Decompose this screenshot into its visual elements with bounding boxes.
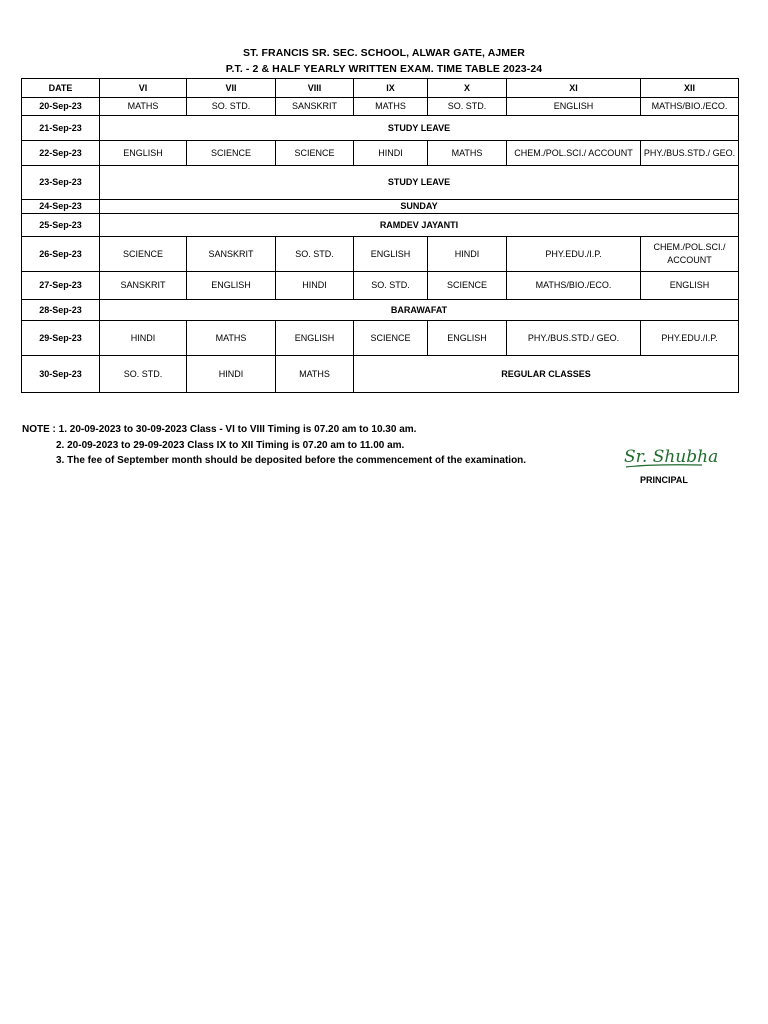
holiday-cell: STUDY LEAVE — [100, 166, 739, 200]
col-header: DATE — [22, 79, 100, 98]
col-header: IX — [354, 79, 428, 98]
note-line: NOTE : 1. 20-09-2023 to 30-09-2023 Class - VI to VIII Timing is 07.20 am to 10.30 am. — [22, 424, 417, 435]
subject-cell: MATHS — [354, 98, 428, 116]
col-header: VIII — [276, 79, 354, 98]
subject-cell: SANSKRIT — [100, 272, 187, 300]
subject-cell: MATHS/BIO./ECO. — [641, 98, 739, 116]
date-cell: 29-Sep-23 — [22, 321, 100, 356]
table-row — [22, 98, 739, 116]
date-cell: 27-Sep-23 — [22, 272, 100, 300]
subject-cell: CHEM./POL.SCI./ ACCOUNT — [507, 141, 641, 166]
subject-cell: ENGLISH — [354, 237, 428, 272]
subject-cell: MATHS — [428, 141, 507, 166]
subject-cell: MATHS — [187, 321, 276, 356]
table-row — [22, 214, 739, 237]
timetable — [21, 78, 739, 393]
note-line: 2. 20-09-2023 to 29-09-2023 Class IX to XII Timing is 07.20 am to 11.00 am. — [56, 439, 405, 451]
col-header: VI — [100, 79, 187, 98]
subject-cell: MATHS — [100, 98, 187, 116]
subject-cell: PHY./BUS.STD./ GEO. — [507, 321, 641, 356]
date-cell: 23-Sep-23 — [22, 166, 100, 200]
subject-cell: ENGLISH — [641, 272, 739, 300]
subject-cell: MATHS — [276, 356, 354, 393]
subject-cell: SANSKRIT — [276, 98, 354, 116]
school-name: ST. FRANCIS SR. SEC. SCHOOL, ALWAR GATE, AJMER — [243, 47, 525, 59]
subject-cell: MATHS/BIO./ECO. — [507, 272, 641, 300]
subject-cell: HINDI — [276, 272, 354, 300]
date-cell: 20-Sep-23 — [22, 98, 100, 116]
subject-cell: SCIENCE — [276, 141, 354, 166]
holiday-cell: RAMDEV JAYANTI — [100, 214, 739, 237]
table-row — [22, 116, 739, 141]
exam-title: P.T. - 2 & HALF YEARLY WRITTEN EXAM. TIME TABLE 2023-24 — [225, 63, 543, 75]
subject-cell: SO. STD. — [276, 237, 354, 272]
table-row — [22, 166, 739, 200]
table-row — [22, 356, 739, 393]
subject-cell: HINDI — [187, 356, 276, 393]
subject-cell: SANSKRIT — [187, 237, 276, 272]
principal-signature — [622, 440, 719, 472]
table-row — [22, 200, 739, 214]
table-row — [22, 272, 739, 300]
subject-cell: PHY./BUS.STD./ GEO. — [641, 141, 739, 166]
holiday-cell: SUNDAY — [100, 200, 739, 214]
holiday-cell: BARAWAFAT — [100, 300, 739, 321]
subject-cell: SCIENCE — [428, 272, 507, 300]
subject-cell: SO. STD. — [354, 272, 428, 300]
subject-cell: HINDI — [428, 237, 507, 272]
principal-label: PRINCIPAL — [640, 475, 688, 485]
header-row — [22, 79, 739, 98]
subject-cell: CHEM./POL.SCI./ ACCOUNT — [641, 237, 739, 272]
subject-cell: SO. STD. — [428, 98, 507, 116]
subject-cell: HINDI — [354, 141, 428, 166]
note-line: 3. The fee of September month should be deposited before the commencement of the examination. — [56, 455, 527, 466]
col-header: XII — [641, 79, 739, 98]
date-cell: 28-Sep-23 — [22, 300, 100, 321]
date-cell: 25-Sep-23 — [22, 214, 100, 237]
holiday-cell: STUDY LEAVE — [100, 116, 739, 141]
col-header: XI — [507, 79, 641, 98]
date-cell: 22-Sep-23 — [22, 141, 100, 166]
date-cell: 24-Sep-23 — [22, 200, 100, 214]
subject-cell: PHY.EDU./I.P. — [641, 321, 739, 356]
subject-cell: PHY.EDU./I.P. — [507, 237, 641, 272]
col-header: X — [428, 79, 507, 98]
subject-cell: ENGLISH — [428, 321, 507, 356]
date-cell: 30-Sep-23 — [22, 356, 100, 393]
subject-cell: HINDI — [100, 321, 187, 356]
date-cell: 26-Sep-23 — [22, 237, 100, 272]
subject-cell: SO. STD. — [187, 98, 276, 116]
subject-cell: ENGLISH — [507, 98, 641, 116]
subject-cell: ENGLISH — [100, 141, 187, 166]
subject-cell: SCIENCE — [354, 321, 428, 356]
regular-classes-cell: REGULAR CLASSES — [354, 356, 739, 393]
table-row — [22, 321, 739, 356]
table-row — [22, 237, 739, 272]
table-row — [22, 141, 739, 166]
table-row — [22, 300, 739, 321]
notes — [22, 422, 526, 469]
subject-cell: SO. STD. — [100, 356, 187, 393]
signature-text: Sr. Shubha — [624, 447, 719, 467]
date-cell: 21-Sep-23 — [22, 116, 100, 141]
subject-cell: SCIENCE — [100, 237, 187, 272]
subject-cell: SCIENCE — [187, 141, 276, 166]
col-header: VII — [187, 79, 276, 98]
subject-cell: ENGLISH — [187, 272, 276, 300]
subject-cell: ENGLISH — [276, 321, 354, 356]
